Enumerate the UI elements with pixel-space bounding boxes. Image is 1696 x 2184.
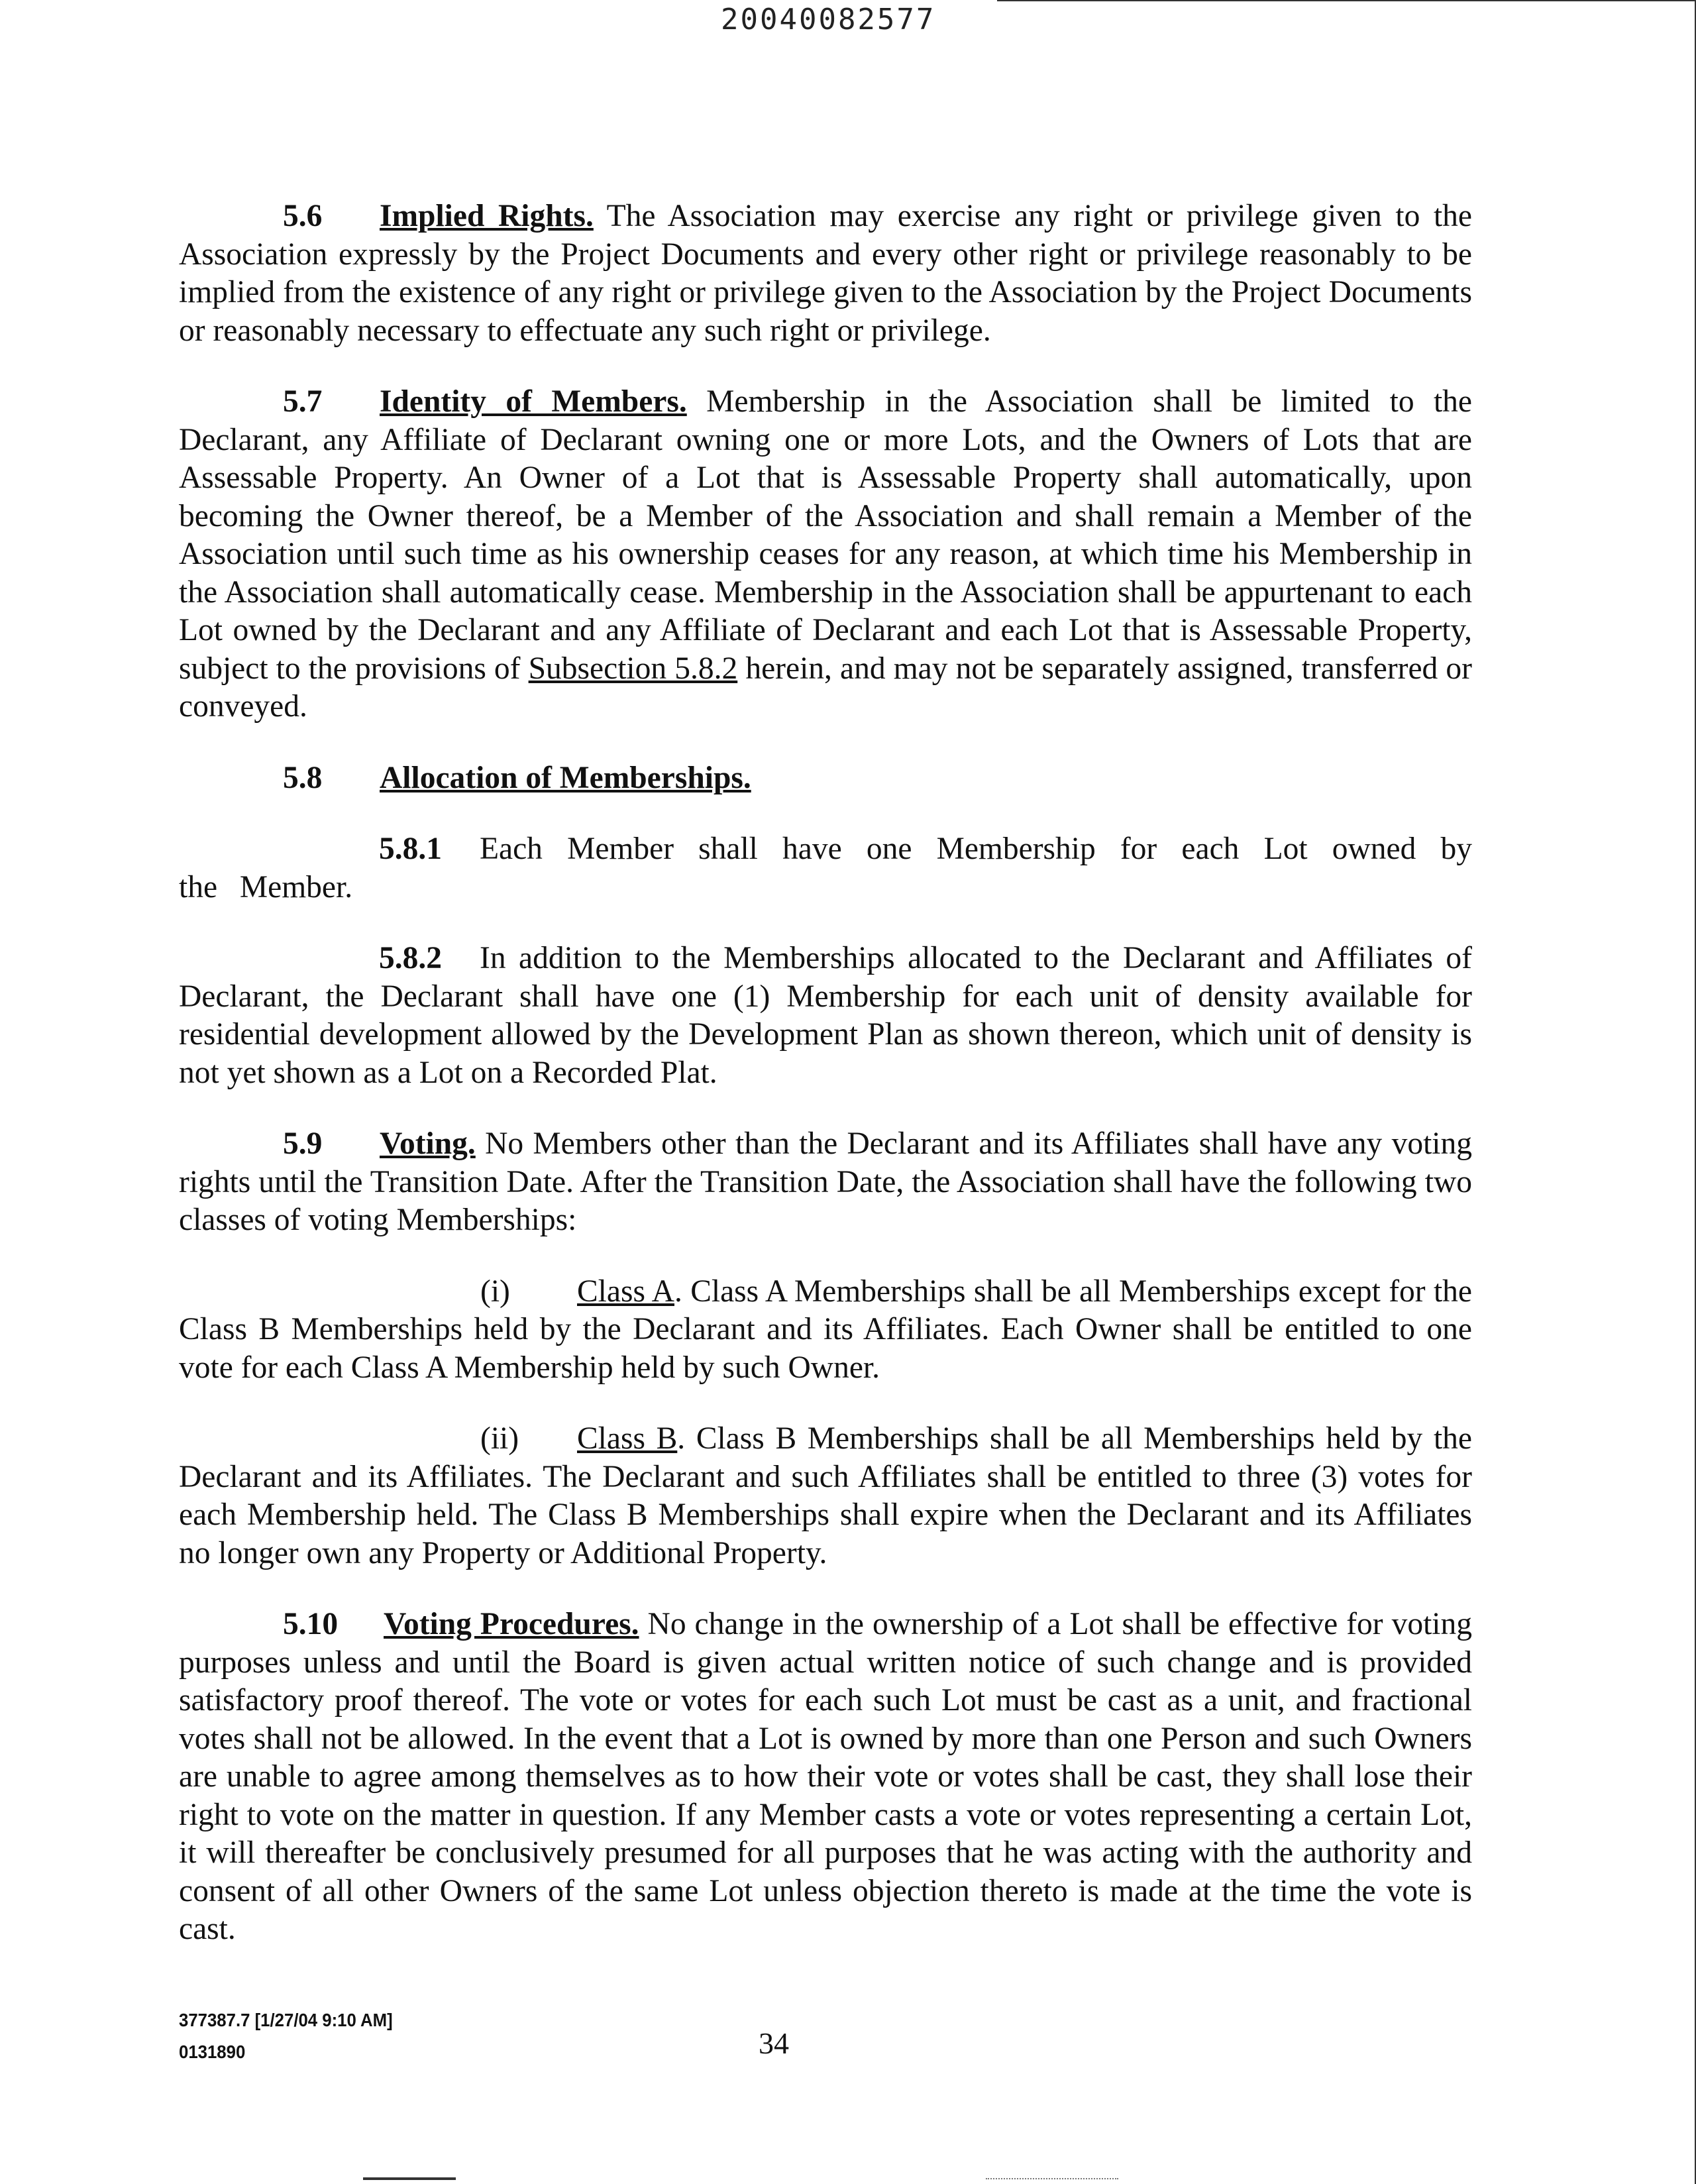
footer-document-id <box>179 2004 393 2068</box>
section-title: Implied Rights. <box>380 199 594 233</box>
class-text: . Class A Memberships shall be all Memberships except for the Class B Memberships held by the Declarant and its Affiliates. Each Owner shall be entitled to one vote for each Class A Membership held by such Owner. <box>179 1274 1472 1385</box>
recording-number: 20040082577 <box>721 3 936 36</box>
class-b-paragraph <box>179 1420 1472 1572</box>
section-title: Voting Procedures. <box>384 1607 639 1641</box>
section-5-6 <box>179 197 1472 350</box>
section-text: Membership in the Association shall be limited to the Declarant, any Affiliate of Declarant owning one or more Lots, and the Owners of Lots that are Assessable Property. An Owner of a Lot that is Assessable Property shall automatically, upon becoming the Owner thereof, be a Member of the Association and shall remain a Member of the Association until such time as his ownership ceases for any reason, at which time his Membership in the Association shall automatically cease. Membership in the Association shall be appurtenant to each Lot owned by the Declarant and any Affiliate of Declarant and each Lot that is Assessable Property, subject to the provisions of <box>179 384 1472 686</box>
section-text: The Association may exercise any right or privilege given to the Association expressly by the Project Documents and every other right or privilege reasonably to be implied from the existence of any right or privilege given to the Association by the Project Documents or reasonably necessary to effectuate any such right or privilege. <box>179 199 1472 348</box>
section-5-8-1 <box>179 830 1472 906</box>
section-number: 5.7 <box>283 384 323 419</box>
section-number: 5.6 <box>283 199 323 233</box>
section-5-8-2 <box>179 940 1472 1092</box>
section-5-10 <box>179 1606 1472 1949</box>
class-label: Class B <box>577 1421 678 1456</box>
section-5-9 <box>179 1125 1472 1240</box>
section-number: 5.10 <box>283 1607 339 1641</box>
document-body <box>179 197 1472 1982</box>
roman-numeral: (ii) <box>480 1421 519 1456</box>
page-number: 34 <box>759 2026 789 2060</box>
page-border-top <box>997 0 1696 1</box>
section-text: No Members other than the Declarant and its Affiliates shall have any voting rights until the Transition Date. After the Transition Date, the Association shall have the following two classes of voting Memberships: <box>179 1126 1472 1237</box>
scan-artifact-line <box>363 2177 456 2180</box>
section-number: 5.8 <box>283 760 323 795</box>
subsection-reference: Subsection 5.8.2 <box>528 651 738 686</box>
class-text: . Class B Memberships shall be all Memberships held by the Declarant and its Affiliates. The Declarant and such Affiliates shall be entitled to three (3) votes for each Membership held. The Class B Memberships shall expire when the Declarant and its Affiliates no longer own any Property or Additional Property. <box>179 1421 1472 1570</box>
section-title: Allocation of Memberships. <box>380 760 751 795</box>
section-text: Each Member shall have one Membership for each Lot owned by the Member. <box>179 832 1472 904</box>
section-number: 5.8.2 <box>379 941 442 975</box>
footer-doc-version: 377387.7 [1/27/04 9:10 AM] <box>179 2010 393 2030</box>
section-5-7 <box>179 383 1472 726</box>
class-a-paragraph <box>179 1273 1472 1388</box>
section-number: 5.9 <box>283 1126 323 1161</box>
section-text: No change in the ownership of a Lot shall be effective for voting purposes unless and until the Board is given actual written notice of such change and is provided satisfactory proof thereof. The vote or votes for each such Lot must be cast as a unit, and fractional votes shall not be allowed. In the event that a Lot is owned by more than one Person and such Owners are unable to agree among themselves as to how their vote or votes shall be cast, they shall lose their right to vote on the matter in question. If any Member casts a vote or votes representing a certain Lot, it will thereafter be conclusively presumed for all purposes that he was acting with the authority and consent of all other Owners of the same Lot unless objection thereto is made at the time the vote is cast. <box>179 1607 1472 1946</box>
class-label: Class A <box>577 1274 674 1309</box>
section-text: In addition to the Memberships allocated to the Declarant and Affiliates of Declarant, the Declarant shall have one (1) Membership for each unit of density available for residential development allowed by the Development Plan as shown thereon, which unit of density is not yet shown as a Lot on a Recorded Plat. <box>179 941 1472 1090</box>
section-5-8 <box>179 759 1472 798</box>
section-title: Voting. <box>380 1126 476 1161</box>
roman-numeral: (i) <box>480 1274 510 1309</box>
section-text-continued: herein, and may not be separately assigned, transferred or conveyed. <box>179 651 1472 724</box>
section-number: 5.8.1 <box>379 832 442 866</box>
scan-artifact-dotted-line <box>986 2178 1118 2181</box>
footer-file-number: 0131890 <box>179 2042 246 2062</box>
section-title: Identity of Members. <box>380 384 687 419</box>
